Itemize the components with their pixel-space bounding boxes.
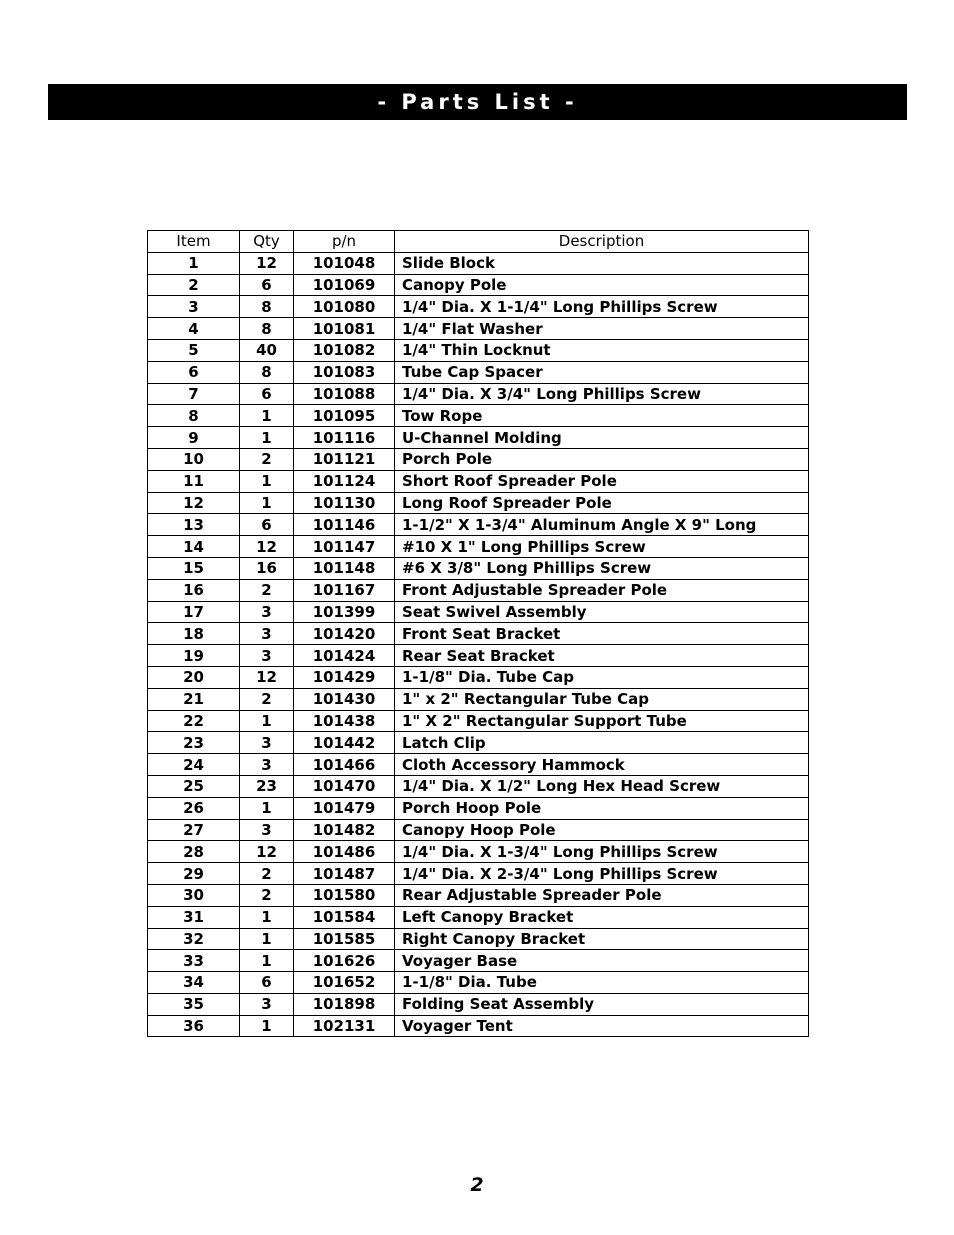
table-row xyxy=(148,666,809,688)
part-number-cell: 101095 xyxy=(294,405,395,427)
description-cell: Long Roof Spreader Pole xyxy=(395,492,809,514)
quantity-cell: 1 xyxy=(240,797,294,819)
item-number-cell: 19 xyxy=(148,645,240,667)
table-row xyxy=(148,448,809,470)
table-row xyxy=(148,710,809,732)
part-number-cell: 101898 xyxy=(294,993,395,1015)
description-cell: Voyager Base xyxy=(395,950,809,972)
description-cell: Rear Seat Bracket xyxy=(395,645,809,667)
table-row xyxy=(148,797,809,819)
table-row xyxy=(148,906,809,928)
item-number-cell: 13 xyxy=(148,514,240,536)
quantity-cell: 23 xyxy=(240,775,294,797)
item-number-cell: 5 xyxy=(148,339,240,361)
item-number-cell: 2 xyxy=(148,274,240,296)
column-header-qty: Qty xyxy=(240,231,294,253)
description-cell: U-Channel Molding xyxy=(395,427,809,449)
part-number-cell: 101081 xyxy=(294,318,395,340)
table-row xyxy=(148,274,809,296)
part-number-cell: 101069 xyxy=(294,274,395,296)
quantity-cell: 1 xyxy=(240,710,294,732)
item-number-cell: 25 xyxy=(148,775,240,797)
description-cell: 1/4" Dia. X 1-1/4" Long Phillips Screw xyxy=(395,296,809,318)
table-row xyxy=(148,775,809,797)
part-number-cell: 101080 xyxy=(294,296,395,318)
description-cell: Front Seat Bracket xyxy=(395,623,809,645)
column-header-part-number: p/n xyxy=(294,231,395,253)
item-number-cell: 26 xyxy=(148,797,240,819)
quantity-cell: 12 xyxy=(240,252,294,274)
description-cell: Slide Block xyxy=(395,252,809,274)
item-number-cell: 31 xyxy=(148,906,240,928)
part-number-cell: 101442 xyxy=(294,732,395,754)
quantity-cell: 1 xyxy=(240,492,294,514)
column-header-item: Item xyxy=(148,231,240,253)
item-number-cell: 32 xyxy=(148,928,240,950)
quantity-cell: 1 xyxy=(240,405,294,427)
table-row xyxy=(148,427,809,449)
part-number-cell: 101580 xyxy=(294,884,395,906)
part-number-cell: 102131 xyxy=(294,1015,395,1037)
table-row xyxy=(148,950,809,972)
table-row xyxy=(148,536,809,558)
quantity-cell: 3 xyxy=(240,623,294,645)
part-number-cell: 101399 xyxy=(294,601,395,623)
column-header-description: Description xyxy=(395,231,809,253)
part-number-cell: 101424 xyxy=(294,645,395,667)
table-row xyxy=(148,470,809,492)
description-cell: Tube Cap Spacer xyxy=(395,361,809,383)
part-number-cell: 101479 xyxy=(294,797,395,819)
part-number-cell: 101167 xyxy=(294,579,395,601)
description-cell: Porch Hoop Pole xyxy=(395,797,809,819)
part-number-cell: 101429 xyxy=(294,666,395,688)
description-cell: Canopy Pole xyxy=(395,274,809,296)
part-number-cell: 101083 xyxy=(294,361,395,383)
table-row xyxy=(148,732,809,754)
item-number-cell: 14 xyxy=(148,536,240,558)
table-row xyxy=(148,863,809,885)
part-number-cell: 101584 xyxy=(294,906,395,928)
description-cell: 1" x 2" Rectangular Tube Cap xyxy=(395,688,809,710)
table-row xyxy=(148,928,809,950)
quantity-cell: 40 xyxy=(240,339,294,361)
table-row xyxy=(148,688,809,710)
quantity-cell: 12 xyxy=(240,536,294,558)
description-cell: 1-1/2" X 1-3/4" Aluminum Angle X 9" Long xyxy=(395,514,809,536)
part-number-cell: 101420 xyxy=(294,623,395,645)
item-number-cell: 34 xyxy=(148,972,240,994)
item-number-cell: 3 xyxy=(148,296,240,318)
part-number-cell: 101048 xyxy=(294,252,395,274)
table-row xyxy=(148,492,809,514)
item-number-cell: 10 xyxy=(148,448,240,470)
quantity-cell: 3 xyxy=(240,754,294,776)
quantity-cell: 8 xyxy=(240,318,294,340)
description-cell: Folding Seat Assembly xyxy=(395,993,809,1015)
table-row xyxy=(148,841,809,863)
quantity-cell: 8 xyxy=(240,361,294,383)
item-number-cell: 36 xyxy=(148,1015,240,1037)
item-number-cell: 18 xyxy=(148,623,240,645)
item-number-cell: 23 xyxy=(148,732,240,754)
part-number-cell: 101585 xyxy=(294,928,395,950)
description-cell: Seat Swivel Assembly xyxy=(395,601,809,623)
description-cell: 1/4" Dia. X 2-3/4" Long Phillips Screw xyxy=(395,863,809,885)
table-row xyxy=(148,819,809,841)
part-number-cell: 101438 xyxy=(294,710,395,732)
item-number-cell: 16 xyxy=(148,579,240,601)
part-number-cell: 101148 xyxy=(294,557,395,579)
quantity-cell: 12 xyxy=(240,841,294,863)
table-row xyxy=(148,645,809,667)
quantity-cell: 3 xyxy=(240,732,294,754)
item-number-cell: 9 xyxy=(148,427,240,449)
table-row xyxy=(148,579,809,601)
quantity-cell: 6 xyxy=(240,972,294,994)
table-row xyxy=(148,1015,809,1037)
quantity-cell: 8 xyxy=(240,296,294,318)
part-number-cell: 101146 xyxy=(294,514,395,536)
description-cell: #6 X 3/8" Long Phillips Screw xyxy=(395,557,809,579)
table-row xyxy=(148,993,809,1015)
description-cell: 1-1/8" Dia. Tube Cap xyxy=(395,666,809,688)
part-number-cell: 101147 xyxy=(294,536,395,558)
item-number-cell: 20 xyxy=(148,666,240,688)
item-number-cell: 33 xyxy=(148,950,240,972)
part-number-cell: 101130 xyxy=(294,492,395,514)
quantity-cell: 2 xyxy=(240,579,294,601)
description-cell: 1-1/8" Dia. Tube xyxy=(395,972,809,994)
description-cell: Latch Clip xyxy=(395,732,809,754)
item-number-cell: 28 xyxy=(148,841,240,863)
part-number-cell: 101082 xyxy=(294,339,395,361)
quantity-cell: 3 xyxy=(240,993,294,1015)
part-number-cell: 101486 xyxy=(294,841,395,863)
quantity-cell: 1 xyxy=(240,1015,294,1037)
item-number-cell: 11 xyxy=(148,470,240,492)
description-cell: Cloth Accessory Hammock xyxy=(395,754,809,776)
quantity-cell: 1 xyxy=(240,427,294,449)
description-cell: Voyager Tent xyxy=(395,1015,809,1037)
table-row xyxy=(148,405,809,427)
item-number-cell: 21 xyxy=(148,688,240,710)
quantity-cell: 16 xyxy=(240,557,294,579)
item-number-cell: 7 xyxy=(148,383,240,405)
description-cell: Short Roof Spreader Pole xyxy=(395,470,809,492)
part-number-cell: 101430 xyxy=(294,688,395,710)
description-cell: Left Canopy Bracket xyxy=(395,906,809,928)
parts-table xyxy=(147,230,809,1037)
item-number-cell: 17 xyxy=(148,601,240,623)
item-number-cell: 1 xyxy=(148,252,240,274)
item-number-cell: 30 xyxy=(148,884,240,906)
table-row xyxy=(148,557,809,579)
description-cell: 1" X 2" Rectangular Support Tube xyxy=(395,710,809,732)
quantity-cell: 3 xyxy=(240,645,294,667)
quantity-cell: 6 xyxy=(240,514,294,536)
description-cell: 1/4" Flat Washer xyxy=(395,318,809,340)
description-cell: Front Adjustable Spreader Pole xyxy=(395,579,809,601)
item-number-cell: 15 xyxy=(148,557,240,579)
table-row xyxy=(148,623,809,645)
part-number-cell: 101487 xyxy=(294,863,395,885)
item-number-cell: 6 xyxy=(148,361,240,383)
table-row xyxy=(148,601,809,623)
table-header-row xyxy=(148,231,809,253)
description-cell: Canopy Hoop Pole xyxy=(395,819,809,841)
quantity-cell: 1 xyxy=(240,950,294,972)
item-number-cell: 12 xyxy=(148,492,240,514)
description-cell: Porch Pole xyxy=(395,448,809,470)
table-row xyxy=(148,972,809,994)
part-number-cell: 101482 xyxy=(294,819,395,841)
item-number-cell: 8 xyxy=(148,405,240,427)
quantity-cell: 2 xyxy=(240,688,294,710)
description-cell: 1/4" Dia. X 1/2" Long Hex Head Screw xyxy=(395,775,809,797)
quantity-cell: 6 xyxy=(240,383,294,405)
quantity-cell: 2 xyxy=(240,448,294,470)
parts-table-body xyxy=(148,252,809,1037)
description-cell: #10 X 1" Long Phillips Screw xyxy=(395,536,809,558)
description-cell: Right Canopy Bracket xyxy=(395,928,809,950)
table-row xyxy=(148,383,809,405)
item-number-cell: 22 xyxy=(148,710,240,732)
table-row xyxy=(148,318,809,340)
part-number-cell: 101124 xyxy=(294,470,395,492)
quantity-cell: 3 xyxy=(240,819,294,841)
table-row xyxy=(148,252,809,274)
quantity-cell: 3 xyxy=(240,601,294,623)
part-number-cell: 101470 xyxy=(294,775,395,797)
table-row xyxy=(148,339,809,361)
description-cell: Rear Adjustable Spreader Pole xyxy=(395,884,809,906)
page-number: 2 xyxy=(470,1174,484,1196)
description-cell: 1/4" Dia. X 3/4" Long Phillips Screw xyxy=(395,383,809,405)
quantity-cell: 2 xyxy=(240,863,294,885)
part-number-cell: 101088 xyxy=(294,383,395,405)
item-number-cell: 35 xyxy=(148,993,240,1015)
quantity-cell: 2 xyxy=(240,884,294,906)
part-number-cell: 101626 xyxy=(294,950,395,972)
description-cell: 1/4" Dia. X 1-3/4" Long Phillips Screw xyxy=(395,841,809,863)
quantity-cell: 1 xyxy=(240,928,294,950)
part-number-cell: 101466 xyxy=(294,754,395,776)
item-number-cell: 27 xyxy=(148,819,240,841)
part-number-cell: 101116 xyxy=(294,427,395,449)
item-number-cell: 29 xyxy=(148,863,240,885)
quantity-cell: 1 xyxy=(240,470,294,492)
part-number-cell: 101121 xyxy=(294,448,395,470)
table-row xyxy=(148,884,809,906)
page-title: - Parts List - xyxy=(48,84,907,120)
description-cell: 1/4" Thin Locknut xyxy=(395,339,809,361)
item-number-cell: 24 xyxy=(148,754,240,776)
quantity-cell: 12 xyxy=(240,666,294,688)
table-row xyxy=(148,361,809,383)
quantity-cell: 6 xyxy=(240,274,294,296)
table-row xyxy=(148,296,809,318)
part-number-cell: 101652 xyxy=(294,972,395,994)
table-row xyxy=(148,514,809,536)
description-cell: Tow Rope xyxy=(395,405,809,427)
quantity-cell: 1 xyxy=(240,906,294,928)
item-number-cell: 4 xyxy=(148,318,240,340)
table-row xyxy=(148,754,809,776)
